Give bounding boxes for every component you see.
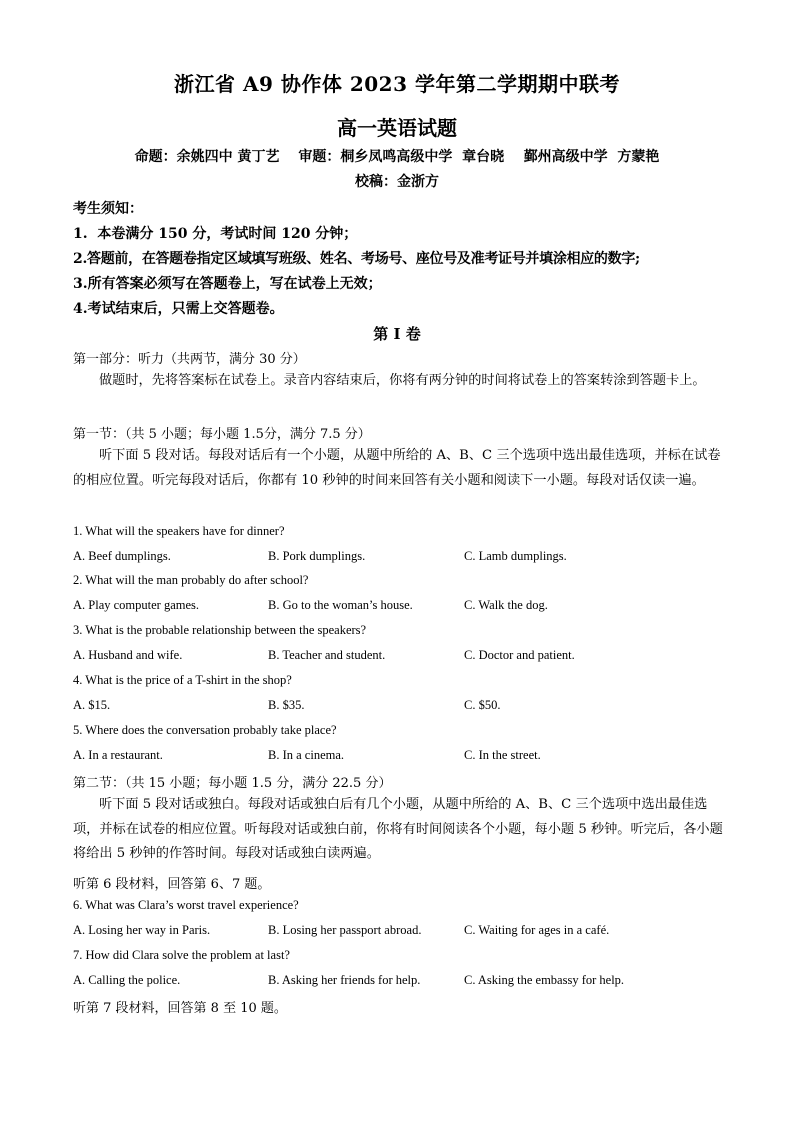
exam-subtitle: 高一英语试题 <box>337 116 457 140</box>
option-b: B. Go to the woman’s house. <box>268 598 413 612</box>
part1-intro: 做题时，先将答案标在试卷上。录音内容结束后，你将有两分钟的时间将试卷上的答案转涂到答题卡上。 <box>99 373 706 388</box>
question-1: 1. What will the speakers have for dinner? <box>73 524 285 538</box>
material-6-label: 听第 6 段材料，回答第 6、7 题。 <box>73 877 271 892</box>
option-c: C. Walk the dog. <box>464 598 548 612</box>
option-c: C. In the street. <box>464 748 541 762</box>
material-7-label: 听第 7 段材料，回答第 8 至 10 题。 <box>73 1001 287 1016</box>
option-b: B. Teacher and student. <box>268 648 386 662</box>
part1-heading: 第一部分：听力（共两节，满分 30 分） <box>73 352 306 367</box>
notice-item: 3.所有答案必须写在答题卷上，写在试卷上无效； <box>73 276 382 292</box>
question-2: 2. What will the man probably do after school? <box>73 573 309 587</box>
option-a: A. $15. <box>73 698 111 712</box>
option-c: C. Lamb dumplings. <box>464 549 567 563</box>
option-c: C. Waiting for ages in a café. <box>464 923 610 937</box>
question-4: 4. What is the price of a T-shirt in the shop? <box>73 673 292 687</box>
option-b: B. In a cinema. <box>268 748 345 762</box>
option-c: C. Doctor and patient. <box>464 648 575 662</box>
option-a: A. Losing her way in Paris. <box>73 923 211 937</box>
section1-instructions: 听下面 5 段对话。每段对话后有一个小题，从题中所给的 A、B、C 三个选项中选出最佳选项，并标在试卷的相应位置。听完每段对话后，你都有 10 秒钟的时间来回答有关小题和阅读下一小题。每段对话仅读一遍。 <box>73 448 721 488</box>
option-b: B. $35. <box>268 698 305 712</box>
question-6: 6. What was Clara’s worst travel experience? <box>73 898 299 912</box>
exam-title: 浙江省 A9 协作体 2023 学年第二学期期中联考 <box>174 72 620 96</box>
reviewer-credit: 审题：桐乡凤鸣高级中学 章台晓 鄞州高级中学 方蒙艳 <box>298 149 660 165</box>
section2-instructions: 听下面 5 段对话或独白。每段对话或独白后有几个小题，从题中所给的 A、B、C 三个选项中选出最佳选项，并标在试卷的相应位置。听每段对话或独白前，你将有时间阅读各个小题，每小题 5 秒钟。听完后，各小题将给出 5 秒钟的作答时间。每段对话或独白读两遍。 <box>73 797 723 862</box>
notice-item: 2.答题前，在答题卷指定区域填写班级、姓名、考场号、座位号及准考证号并填涂相应的数字; <box>73 251 640 267</box>
option-c: C. Asking the embassy for help. <box>464 973 625 987</box>
author-credit: 命题：余姚四中 黄丁艺 <box>134 149 280 165</box>
notice-heading: 考生须知： <box>73 201 143 217</box>
option-a: A. Husband and wife. <box>73 648 183 662</box>
question-5: 5. Where does the conversation probably take place? <box>73 723 337 737</box>
option-a: A. Beef dumplings. <box>73 549 171 563</box>
notice-item: 4.考试结束后，只需上交答题卷。 <box>73 301 284 317</box>
option-a: A. Calling the police. <box>73 973 181 987</box>
volume-title: 第 I 卷 <box>373 325 421 343</box>
option-a: A. Play computer games. <box>73 598 200 612</box>
question-3: 3. What is the probable relationship between the speakers? <box>73 623 367 637</box>
notice-item: 1. 本卷满分 150 分，考试时间 120 分钟； <box>73 226 358 242</box>
option-a: A. In a restaurant. <box>73 748 163 762</box>
proofreader-credit: 校稿：金浙方 <box>355 174 439 190</box>
option-b: B. Losing her passport abroad. <box>268 923 422 937</box>
question-7: 7. How did Clara solve the problem at last? <box>73 948 290 962</box>
option-b: B. Asking her friends for help. <box>268 973 421 987</box>
section1-heading: 第一节：（共 5 小题；每小题 1.5分，满分 7.5 分） <box>73 427 371 442</box>
credits-line <box>0 146 794 166</box>
option-c: C. $50. <box>464 698 501 712</box>
option-b: B. Pork dumplings. <box>268 549 366 563</box>
section2-heading: 第二节：（共 15 小题；每小题 1.5 分，满分 22.5 分） <box>73 776 392 791</box>
